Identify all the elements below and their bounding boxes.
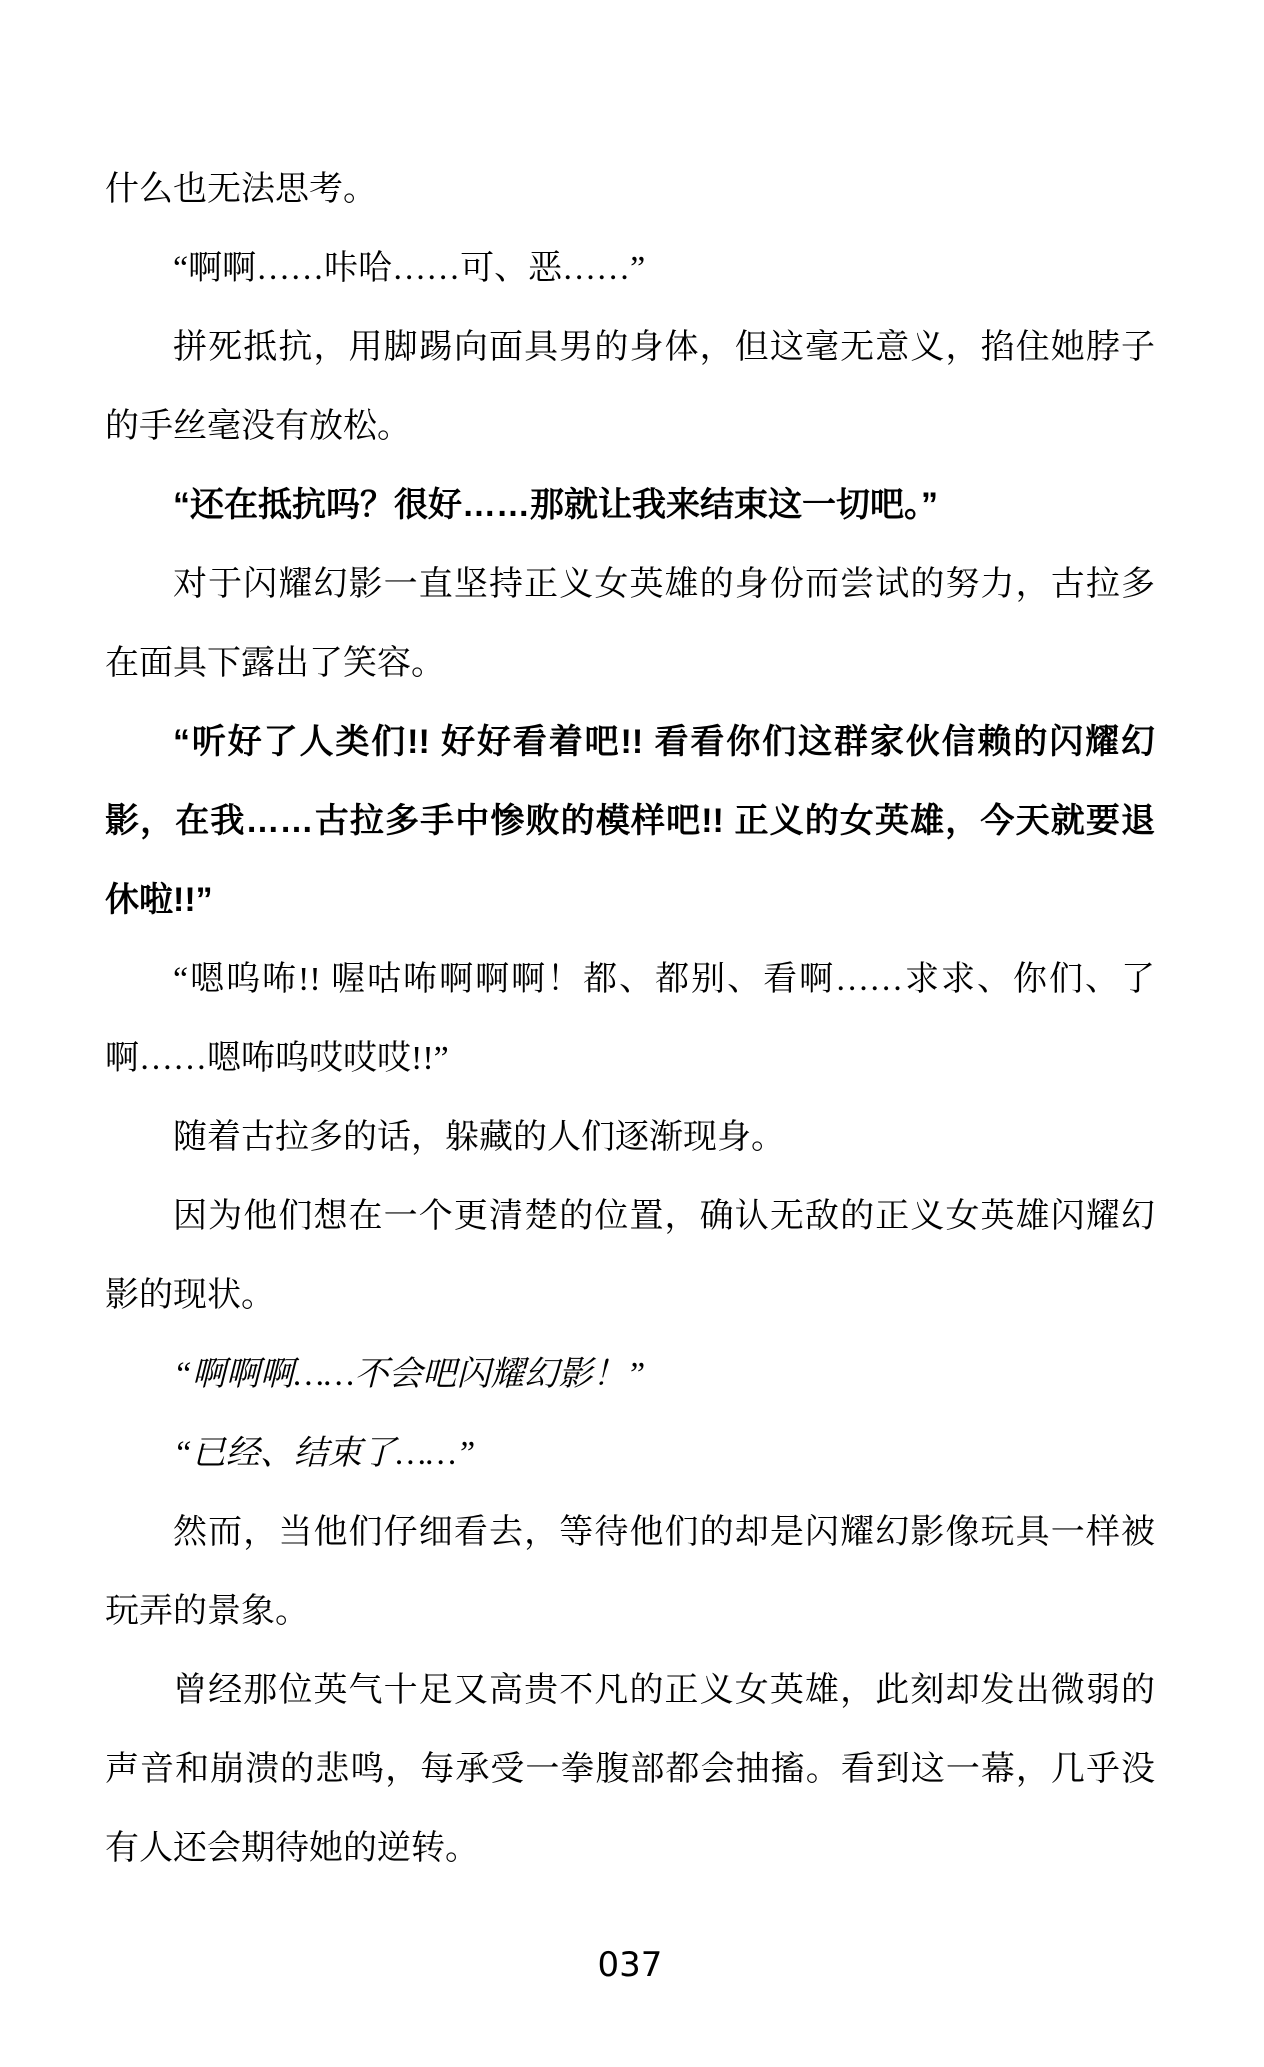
paragraph-narration: 拼死抵抗，用脚踢向面具男的身体，但这毫无意义，掐住她脖子的手丝毫没有放松。 <box>105 329 1155 445</box>
page-number: 037 <box>597 1945 663 1985</box>
paragraph-narration: 对于闪耀幻影一直坚持正义女英雄的身份而尝试的努力，古拉多在面具下露出了笑容。 <box>105 566 1155 682</box>
paragraph-continuation: 什么也无法思考。 <box>105 171 377 208</box>
paragraph-italic-dialogue: “已经、结束了……” <box>173 1435 476 1472</box>
paragraph-narration: 然而，当他们仔细看去，等待他们的却是闪耀幻影像玩具一样被玩弄的景象。 <box>105 1514 1155 1630</box>
paragraph-dialogue: “啊啊……咔哈……可、恶……” <box>173 250 646 287</box>
paragraph-bold-dialogue: “还在抵抗吗？很好……那就让我来结束这一切吧。” <box>173 486 938 524</box>
paragraph-italic-dialogue: “啊啊啊……不会吧闪耀幻影！” <box>173 1356 646 1393</box>
paragraph-narration: 因为他们想在一个更清楚的位置，确认无敌的正义女英雄闪耀幻影的现状。 <box>105 1198 1155 1314</box>
paragraph-dialogue: “嗯呜咘!! 喔咕咘啊啊啊！都、都别、看啊……求求、你们、了啊……嗯咘呜哎哎哎!!” <box>105 961 1155 1077</box>
paragraph-bold-dialogue: “听好了人类们!! 好好看着吧!! 看看你们这群家伙信赖的闪耀幻影，在我……古拉多手中惨败的模样吧!! 正义的女英雄，今天就要退休啦!!” <box>105 723 1155 919</box>
paragraph-narration: 随着古拉多的话，躲藏的人们逐渐现身。 <box>173 1119 785 1156</box>
text-column <box>105 150 1155 1985</box>
paragraph-narration: 曾经那位英气十足又高贵不凡的正义女英雄，此刻却发出微弱的声音和崩溃的悲鸣，每承受一拳腹部都会抽搐。看到这一幕，几乎没有人还会期待她的逆转。 <box>105 1672 1155 1867</box>
